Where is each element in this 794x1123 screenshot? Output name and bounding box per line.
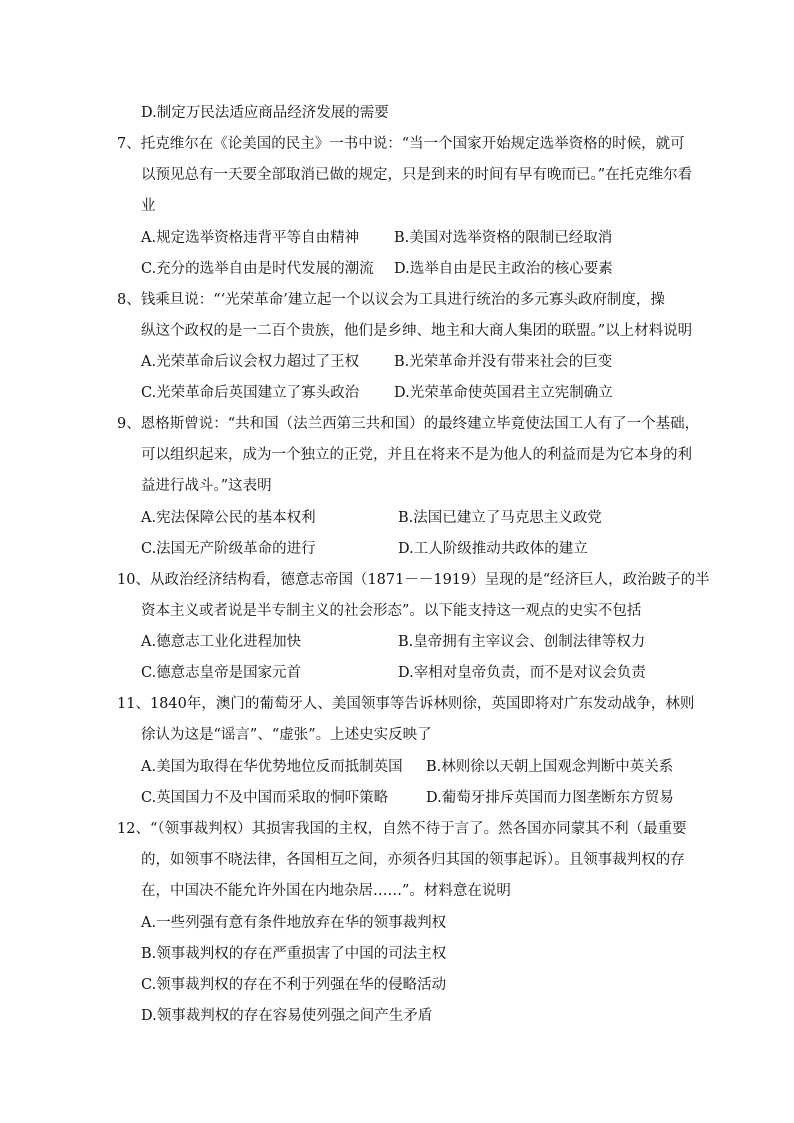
q10-option-d: D.宰相对皇帝负责，而不是对议会负责	[398, 665, 646, 681]
q10-option-b: B.皇帝拥有主宰议会、创制法律等权力	[398, 634, 646, 650]
q7-option-d: D.选举自由是民主政治的核心要素	[394, 261, 613, 277]
q9-option-c: C.法国无产阶级革命的进行	[141, 541, 316, 557]
q9-stem-line-1: 9、恩格斯曾说：“共和国（法兰西第三共和国）的最终建立毕竟使法国工人有了一个基础，	[117, 416, 700, 432]
q8-option-c: C.光荣革命后英国建立了寡头政治	[141, 385, 360, 401]
q11-option-b: B.林则徐以天朝上国观念判断中英关系	[426, 759, 674, 775]
q9-stem-line-2: 可以组织起来，成为一个独立的正党，并且在将来不是为他人的利益而是为它本身的利	[141, 447, 692, 463]
q7-option-a: A.规定选举资格违背平等自由精神	[141, 230, 360, 246]
q12-stem-line-1: 12、“（领事裁判权）其损害我国的主权，自然不待于言了。然各国亦同蒙其不利（最重要	[117, 821, 687, 837]
q11-option-d: D.葡萄牙排斥英国而力图垄断东方贸易	[426, 790, 674, 806]
q9-option-d: D.工人阶级推动共政体的建立	[398, 541, 588, 557]
q10-stem-line-1: 10、从政治经济结构看，德意志帝国（1871－－1919）呈现的是“经济巨人，政治跛子的半	[117, 572, 710, 588]
q10-option-a: A.德意志工业化进程加快	[141, 634, 302, 650]
q7-option-b: B.美国对选举资格的限制已经取消	[394, 230, 613, 246]
q11-stem-line-1: 11、1840年，澳门的葡萄牙人、美国领事等告诉林则徐，英国即将对广东发动战争，林则	[117, 696, 695, 712]
q8-option-a: A.光荣革命后议会权力超过了王权	[141, 354, 360, 370]
q8-option-b: B.光荣革命并没有带来社会的巨变	[394, 354, 613, 370]
q11-option-c: C.英国国力不及中国而采取的恫吓策略	[141, 790, 389, 806]
q12-option-a: A.一些列强有意有条件地放弃在华的领事裁判权	[141, 915, 447, 931]
q8-option-d: D.光荣革命使英国君主立宪制确立	[394, 385, 613, 401]
q10-option-c: C.德意志皇帝是国家元首	[141, 665, 302, 681]
q12-stem-line-3: 在，中国决不能允许外国在内地杂居……”。材料意在说明	[141, 883, 511, 899]
q7-stem-line-1: 7、托克维尔在《论美国的民主》一书中说：“当一个国家开始规定选举资格的时候，就可	[117, 136, 685, 152]
q11-option-a: A.美国为取得在华优势地位反而抵制英国	[141, 759, 403, 775]
q7-option-c: C.充分的选举自由是时代发展的潮流	[141, 261, 374, 277]
q8-stem-line-2: 纵这个政权的是一二百个贵族，他们是乡绅、地主和大商人集团的联盟。”以上材料说明	[141, 323, 693, 339]
q9-stem-line-3: 益进行战斗。”这表明	[141, 478, 272, 494]
q7-stem-line-3: 业	[141, 198, 156, 214]
q11-stem-line-2: 徐认为这是“谣言”、“虚张”。上述史实反映了	[141, 727, 432, 743]
q12-option-b: B.领事裁判权的存在严重损害了中国的司法主权	[141, 946, 447, 962]
q6-option-d: D.制定万民法适应商品经济发展的需要	[141, 105, 389, 121]
q9-option-a: A.宪法保障公民的基本权利	[141, 510, 316, 526]
q10-stem-line-2: 资本主义或者说是半专制主义的社会形态”。以下能支持这一观点的史实不包括	[141, 603, 642, 619]
q9-option-b: B.法国已建立了马克思主义政党	[398, 510, 602, 526]
q7-stem-line-2: 以预见总有一天要全部取消已做的规定，只是到来的时间有早有晚而已。”在托克维尔看	[141, 167, 693, 183]
q12-option-d: D.领事裁判权的存在容易使列强之间产生矛盾	[141, 1008, 433, 1024]
q12-option-c: C.领事裁判权的存在不利于列强在华的侵略活动	[141, 977, 447, 993]
q8-stem-line-1: 8、钱乘旦说：“‘光荣革命’建立起一个以议会为工具进行统治的多元寡头政府制度，操	[117, 292, 665, 308]
q12-stem-line-2: 的，如领事不晓法律，各国相互之间，亦须各归其国的领事起诉）。且领事裁判权的存	[141, 852, 685, 868]
